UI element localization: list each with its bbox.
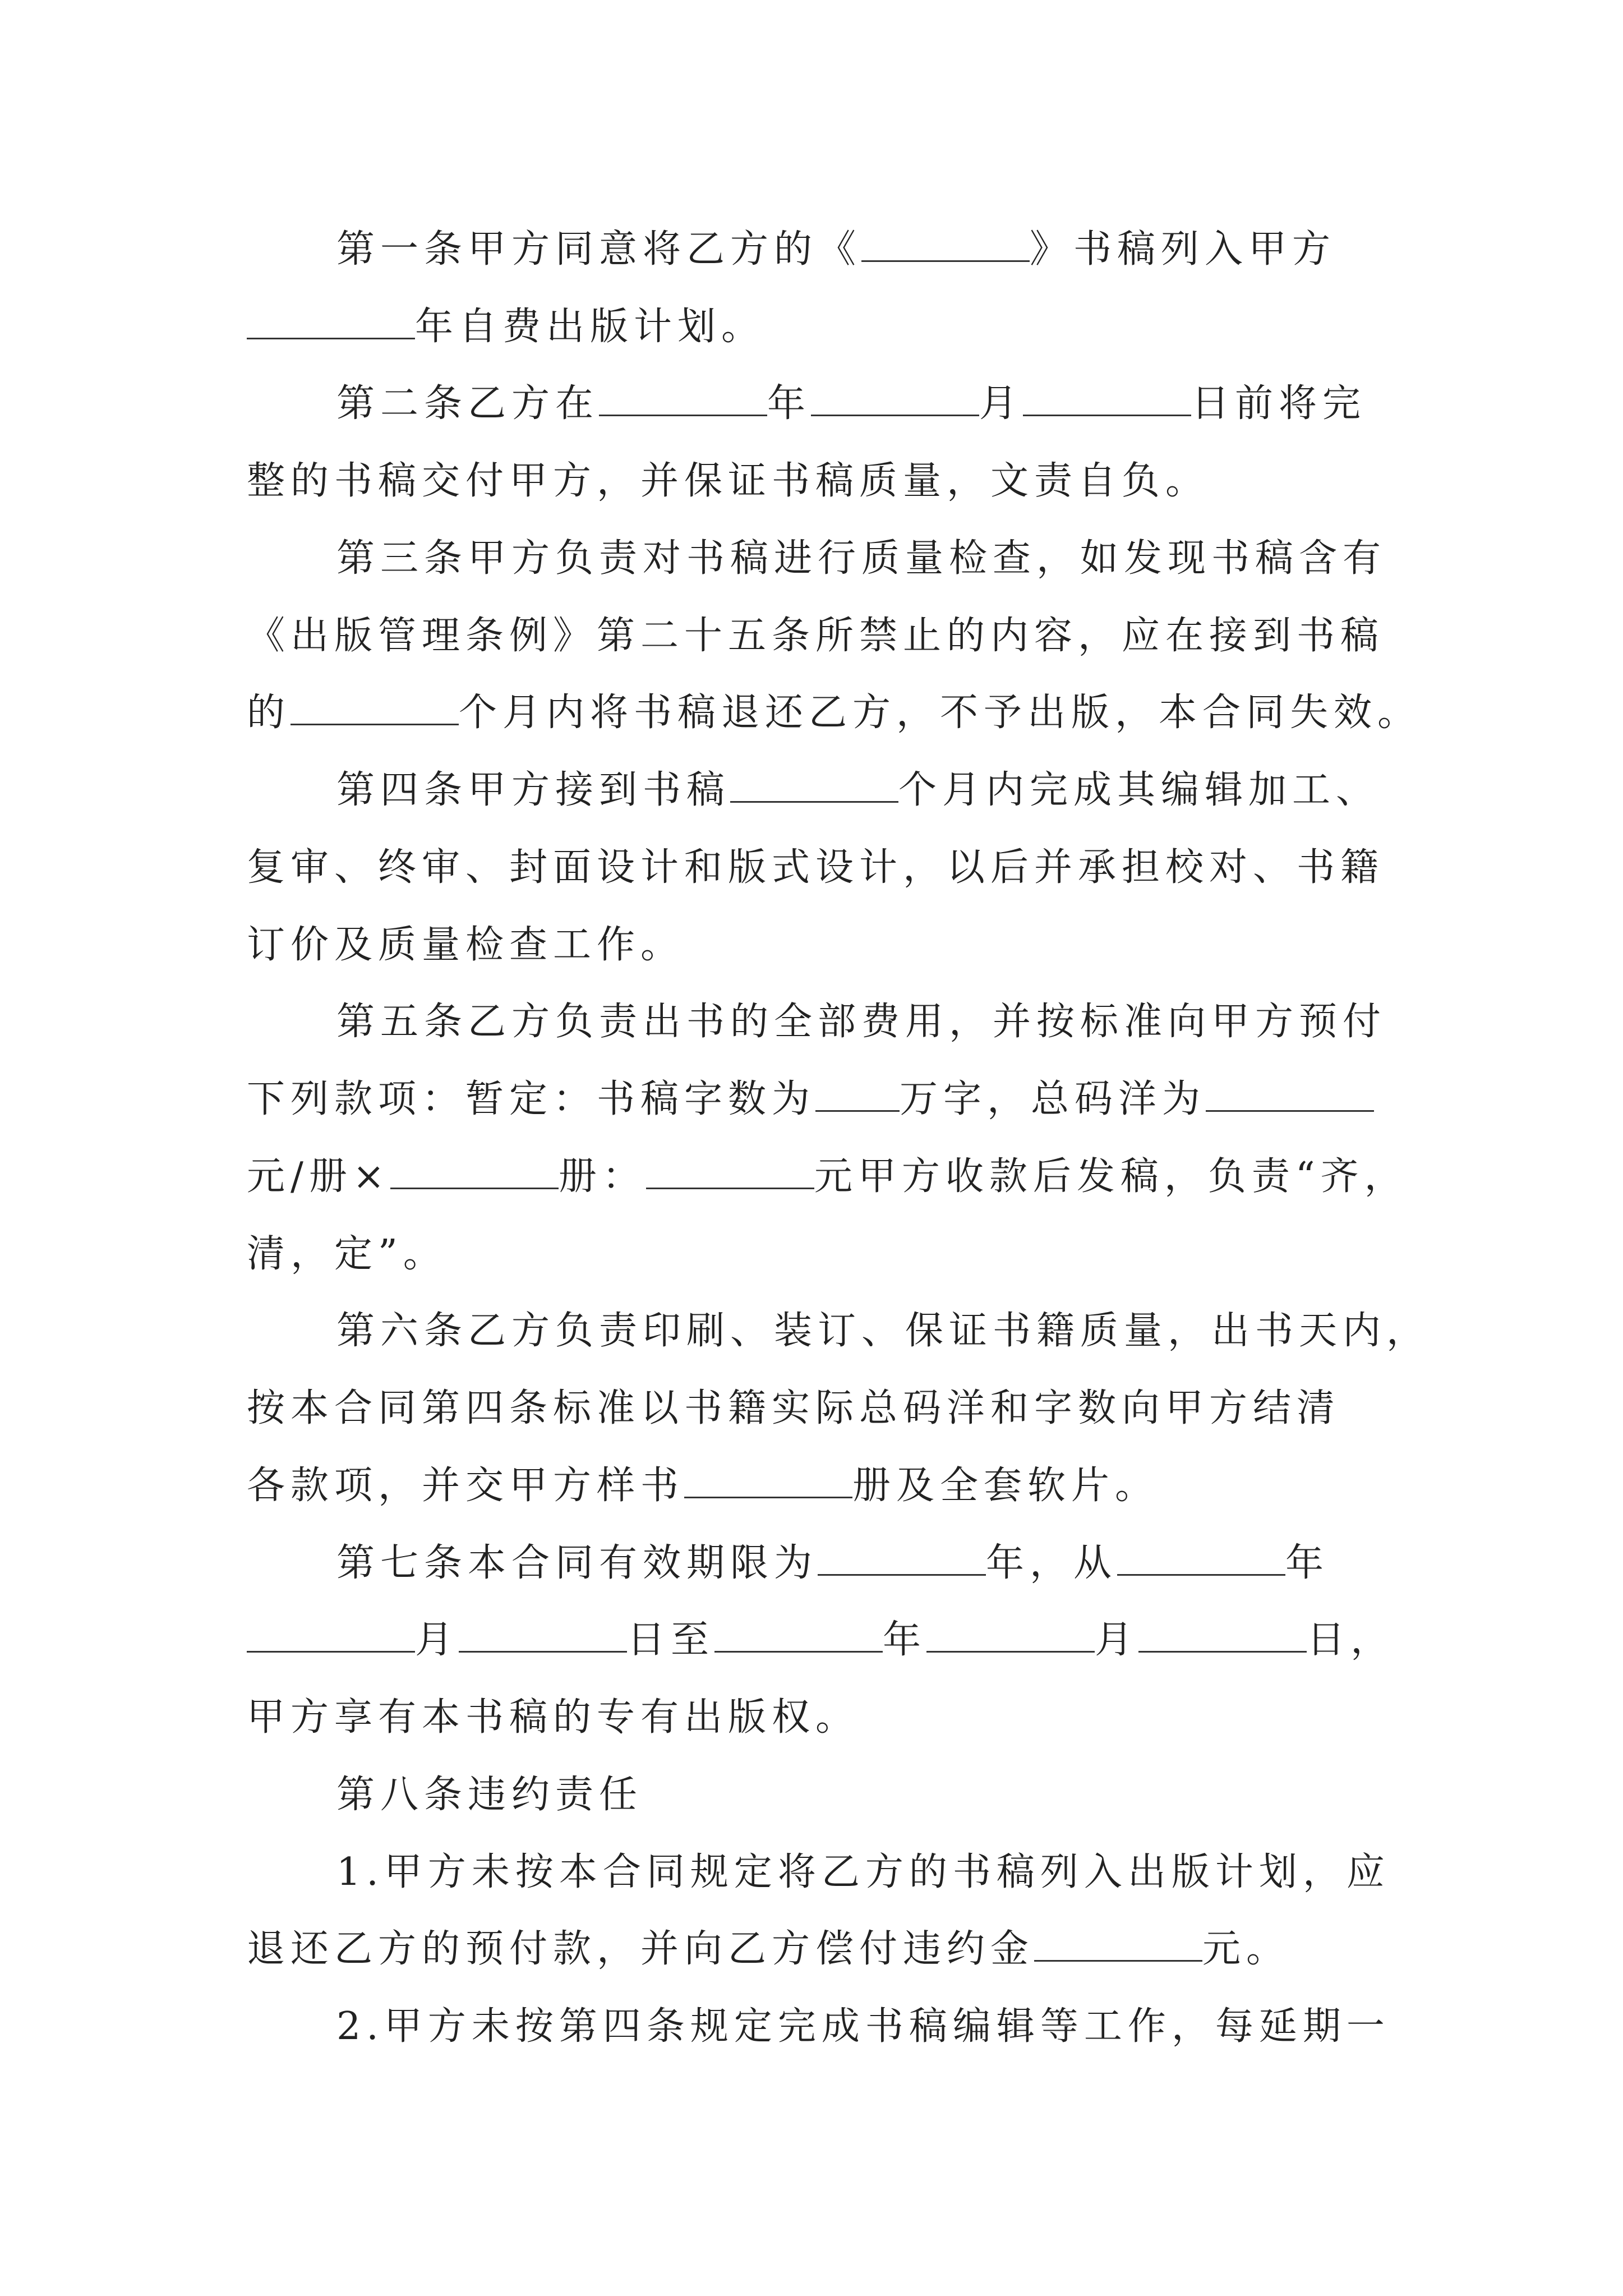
clause-4-line-3 [247,917,1385,973]
clause-7-text-d: 月 [415,1618,459,1662]
clause-4-text-a: 第四条甲方接到书稿 [336,768,731,812]
clause-5-text-e: 册： [558,1154,646,1199]
amount-blank [646,1151,814,1189]
year-blank [599,378,767,416]
clause-7-text-b: 年，从 [986,1541,1118,1585]
clause-1-line-1 [336,222,1385,278]
clause-5-text-f: 元甲方收款后发稿，负责“齐， [814,1154,1408,1199]
clause-1-text-c: 年自费出版计划。 [415,305,766,349]
clause-8-item-1-line-1 [336,1844,1390,1901]
clause-7-text-e: 日至 [627,1618,715,1662]
clause-5-text-b: 下列款项：暂定：书稿字数为 [247,1077,816,1121]
clause-3-text-b: 《出版管理条例》第二十五条所禁止的内容，应在接到书稿 [247,614,1385,658]
clause-3-text-c: 的 [247,691,291,735]
clause-5-line-1 [336,994,1385,1050]
clause-8-item-1-text-b: 退还乙方的预付款，并向乙方偿付违约金 [247,1927,1035,1971]
clause-7-line-1 [336,1535,1385,1591]
clause-6-line-3 [247,1458,1385,1514]
clause-8-item-2-line-1 [336,1999,1390,2055]
clause-5-text-g: 清，定”。 [247,1232,447,1276]
clause-3-line-1 [336,531,1385,587]
month-blank [811,378,979,416]
end-year-blank [714,1614,883,1653]
clause-3-text-a: 第三条甲方负责对书稿进行质量检查，如发现书稿含有 [336,536,1387,581]
clause-4-line-2 [247,840,1385,896]
clause-7-text-f: 年 [883,1618,927,1662]
clause-6-text-d: 册及全套软片。 [852,1464,1159,1508]
clause-8-item-1-line-2 [247,1921,1385,1977]
clause-3-line-3 [247,685,1422,741]
clause-1-text-b: 》书稿列入甲方 [1030,227,1336,272]
word-count-blank [815,1074,900,1112]
clause-6-line-1 [336,1303,1431,1359]
clause-2-text-e: 整的书稿交付甲方，并保证书稿质量，文责自负。 [247,459,1210,503]
years-blank [818,1538,986,1576]
book-title-blank [861,224,1030,262]
penalty-blank [1034,1924,1202,1962]
day-blank [1023,378,1191,416]
clause-7-line-3 [247,1690,1385,1746]
clause-8-item-1-text-a: 1.甲方未按本合同规定将乙方的书稿列入出版计划，应 [336,1850,1390,1894]
clause-3-line-2 [247,608,1385,664]
clause-5-text-c: 万字，总码洋为 [900,1077,1206,1121]
clause-4-line-1 [336,762,1408,818]
clause-2-text-c: 月 [979,381,1023,426]
clause-5-line-2 [247,1071,1385,1128]
end-day-blank [1138,1614,1307,1653]
clause-6-text-a: 第六条乙方负责印刷、装订、保证书籍质量，出书天内， [336,1309,1431,1353]
clause-8-title [336,1767,1385,1823]
clause-2-line-1 [336,376,1385,432]
clause-5-line-4 [247,1226,1385,1282]
sample-copies-blank [684,1460,852,1498]
start-month-blank [247,1614,415,1653]
clause-1-text-a: 第一条甲方同意将乙方的《 [336,227,862,272]
clause-2-text-b: 年 [767,381,811,426]
clause-8-title-text: 第八条违约责任 [336,1773,643,1817]
clause-2-text-d: 日前将完 [1191,381,1367,426]
clause-7-text-g: 月 [1095,1618,1139,1662]
months-blank [730,765,898,803]
clause-7-line-2 [247,1612,1395,1668]
clause-3-text-d: 个月内将书稿退还乙方，不予出版，本合同失效。 [459,691,1422,735]
clause-6-text-c: 各款项，并交甲方样书 [247,1464,685,1508]
clause-8-item-1-text-c: 元。 [1202,1927,1290,1971]
end-month-blank [926,1614,1095,1653]
clause-5-text-a: 第五条乙方负责出书的全部费用，并按标准向甲方预付 [336,1000,1387,1044]
clause-6-line-2 [247,1381,1385,1437]
clause-4-text-b: 个月内完成其编辑加工、 [898,768,1380,812]
clause-2-line-2 [247,453,1385,509]
clause-4-text-d: 订价及质量检查工作。 [247,923,685,967]
clause-4-text-c: 复审、终审、封面设计和版式设计，以后并承担校对、书籍 [247,845,1385,890]
start-day-blank [459,1614,627,1653]
start-year-blank [1117,1538,1285,1576]
year-blank [247,301,415,339]
months-blank [291,687,459,725]
clause-7-text-a: 第七条本合同有效期限为 [336,1541,818,1585]
clause-7-text-c: 年 [1285,1541,1330,1585]
clause-6-text-b: 按本合同第四条标准以书籍实际总码洋和字数向甲方结清 [247,1386,1341,1430]
clause-5-line-3 [247,1149,1408,1205]
clause-8-item-2-text-a: 2.甲方未按第四条规定完成书稿编辑等工作，每延期一 [336,2004,1390,2049]
clause-2-text-a: 第二条乙方在 [336,381,600,426]
clause-1-line-2 [247,299,1385,355]
price-blank [1206,1074,1374,1112]
clause-7-text-i: 甲方享有本书稿的专有出版权。 [247,1695,860,1740]
clause-5-text-d: 元/册× [247,1154,390,1199]
copies-blank [390,1151,559,1189]
clause-7-text-h: 日， [1307,1618,1395,1662]
